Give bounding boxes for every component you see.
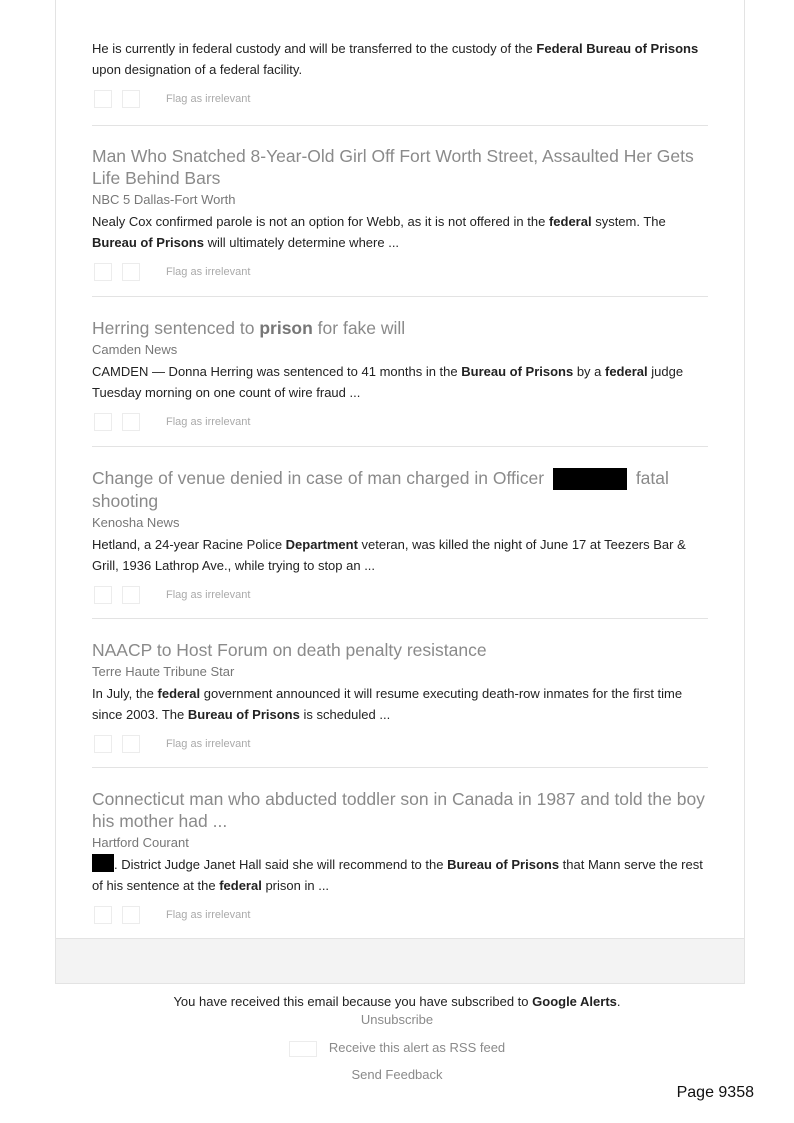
redaction-block (553, 468, 627, 490)
snippet-highlight: federal (605, 364, 648, 379)
article-item (92, 145, 708, 283)
article-snippet (92, 38, 708, 80)
article-source: Terre Haute Tribune Star (92, 664, 235, 679)
flag-row (92, 90, 708, 110)
notice-text: You have received this email because you have subscribed to (173, 994, 533, 1009)
snippet-highlight: federal (219, 878, 262, 893)
rss-link[interactable]: Receive this alert as RSS feed (328, 1040, 506, 1055)
snippet-text: by a (573, 364, 605, 379)
divider (92, 446, 708, 447)
send-feedback-link[interactable]: Send Feedback (351, 1067, 443, 1082)
article-item (92, 467, 708, 606)
google-alerts-label: Google Alerts (532, 994, 617, 1009)
snippet-text: . District Judge Janet Hall said she will recommend to the (114, 857, 448, 872)
title-text: for fake will (312, 318, 406, 338)
rss-row[interactable] (0, 1039, 794, 1057)
divider (92, 125, 708, 126)
flag-irrelevant-link[interactable]: Flag as irrelevant (166, 589, 251, 602)
snippet-text: that Mann serve the rest of his sentence at the (92, 857, 703, 893)
divider (92, 296, 708, 297)
article-source: Hartford Courant (92, 835, 189, 850)
flag-irrelevant-link[interactable]: Flag as irrelevant (166, 266, 251, 278)
article-snippet (92, 534, 708, 576)
article-top-partial (92, 38, 708, 110)
snippet-text: Nealy Cox confirmed parole is not an option for Webb, as it is not offered in the (92, 214, 549, 229)
thumbs-down-icon[interactable] (122, 906, 140, 924)
snippet-text: He is currently in federal custody and will be transferred to the custody of the (92, 41, 537, 56)
thumbs-up-icon[interactable] (94, 906, 112, 924)
snippet-highlight: Bureau of Prisons (461, 364, 574, 379)
rss-icon[interactable] (289, 1041, 317, 1057)
title-text: fatal shooting (92, 468, 669, 512)
snippet-text: In July, the (92, 686, 158, 701)
flag-row (92, 906, 708, 926)
snippet-highlight: Department (285, 537, 358, 553)
article-title-link[interactable] (92, 467, 708, 512)
panel-footer (56, 938, 744, 983)
article-snippet (92, 361, 708, 403)
title-text: Herring sentenced to (92, 318, 260, 338)
snippet-text: prison in ... (261, 878, 330, 893)
thumbs-up-icon[interactable] (94, 90, 112, 108)
snippet-text: government announced it will resume executing death-row inmates for the first time since 2003. The (92, 686, 683, 722)
article-title-link[interactable] (92, 317, 708, 339)
thumbs-up-icon[interactable] (94, 586, 112, 604)
flag-irrelevant-link[interactable]: Flag as irrelevant (166, 416, 251, 428)
thumbs-down-icon[interactable] (122, 263, 140, 281)
title-text: Change of venue denied in case of man charged in Officer (92, 468, 545, 488)
title-highlight: prison (259, 318, 313, 338)
snippet-text: veteran, was killed the night of June 17 at Teezers Bar & Grill, 1936 Lathrop Ave., while trying to stop an ... (92, 537, 686, 574)
article-snippet (92, 683, 708, 725)
thumbs-up-icon[interactable] (94, 735, 112, 753)
snippet-text: is scheduled ... (299, 707, 391, 722)
thumbs-up-icon[interactable] (94, 263, 112, 281)
article-source: Camden News (92, 342, 178, 357)
thumbs-down-icon[interactable] (122, 586, 140, 604)
flag-row (92, 735, 708, 755)
snippet-text: system. The (591, 214, 666, 229)
snippet-text: upon designation of a federal facility. (92, 62, 303, 77)
article-snippet (92, 854, 708, 896)
snippet-text: will ultimately determine where ... (203, 235, 400, 250)
snippet-highlight: Bureau of Prisons (92, 235, 204, 250)
article-source: Kenosha News (92, 515, 180, 531)
thumbs-down-icon[interactable] (122, 735, 140, 753)
snippet-text: CAMDEN — Donna Herring was sentenced to 41 months in the (92, 364, 462, 379)
article-source: NBC 5 Dallas-Fort Worth (92, 192, 236, 207)
notice-text: . (616, 994, 621, 1009)
flag-irrelevant-link[interactable]: Flag as irrelevant (166, 909, 251, 921)
thumbs-down-icon[interactable] (122, 413, 140, 431)
divider (92, 767, 708, 768)
snippet-text: Hetland, a 24-year Racine Police (92, 537, 286, 553)
snippet-highlight: Bureau of Prisons (187, 707, 300, 722)
article-snippet (92, 211, 708, 253)
divider (92, 618, 708, 619)
snippet-highlight: federal (157, 686, 201, 701)
snippet-text: judge Tuesday morning on one count of wire fraud ... (92, 364, 684, 400)
thumbs-down-icon[interactable] (122, 90, 140, 108)
thumbs-up-icon[interactable] (94, 413, 112, 431)
flag-row (92, 413, 708, 433)
article-title-link[interactable]: Connecticut man who abducted toddler son in Canada in 1987 and told the boy his mother had ... (92, 789, 705, 831)
subscription-notice (0, 993, 794, 1011)
article-item (92, 317, 708, 433)
article-item (92, 788, 708, 926)
snippet-highlight: Federal Bureau of Prisons (536, 41, 699, 56)
unsubscribe-link[interactable]: Unsubscribe (360, 1012, 434, 1027)
snippet-highlight: Bureau of Prisons (447, 857, 560, 872)
flag-row (92, 586, 708, 606)
article-item (92, 639, 708, 755)
flag-row (92, 263, 708, 283)
page-number: Page 9358 (676, 1084, 754, 1101)
article-title-link[interactable]: Man Who Snatched 8-Year-Old Girl Off Fort Worth Street, Assaulted Her Gets Life Behind Bars (92, 146, 694, 188)
article-title-link[interactable]: NAACP to Host Forum on death penalty resistance (92, 640, 487, 660)
snippet-highlight: federal (548, 214, 592, 229)
flag-irrelevant-link[interactable]: Flag as irrelevant (166, 738, 251, 750)
flag-irrelevant-link[interactable]: Flag as irrelevant (166, 93, 251, 105)
redaction-block (92, 854, 114, 872)
